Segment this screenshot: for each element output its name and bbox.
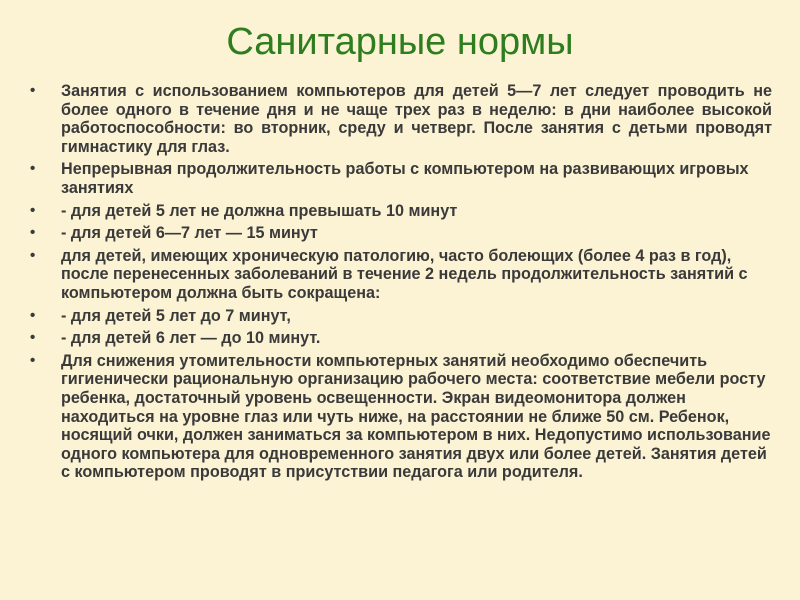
bullet-text: - для детей 5 лет не должна превышать 10 минут: [61, 201, 458, 220]
bullet-list: [30, 82, 772, 486]
bullet-item: [30, 224, 772, 243]
bullet-text: - для детей 6—7 лет — 15 минут: [61, 224, 318, 243]
bullet-marker: •: [30, 160, 36, 178]
bullet-text: - для детей 6 лет — до 10 минут.: [61, 329, 321, 348]
slide-title: Санитарные нормы: [226, 21, 574, 63]
bullet-marker: •: [30, 351, 36, 369]
bullet-marker: •: [30, 306, 36, 324]
bullet-item: [30, 307, 772, 326]
bullet-marker: •: [30, 201, 36, 219]
bullet-text: Непрерывная продолжительность работы с компьютером на развивающих игровых занятиях: [61, 160, 749, 197]
bullet-text: - для детей 5 лет до 7 минут,: [61, 306, 291, 325]
bullet-marker: •: [30, 224, 36, 242]
bullet-marker: •: [30, 329, 36, 347]
bullet-text: для детей, имеющих хроническую патологию, часто болеющих (более 4 раз в год), после перенесенных заболеваний в течение 2 недель продолжительность занятий с компьютером должна быть сокращена:: [61, 246, 748, 302]
bullet-marker: •: [30, 82, 36, 99]
bullet-text: Занятия с использованием компьютеров для детей 5—7 лет следует проводить не более одного в течение дня и не чаще трех раз в неделю: в дни наиболее высокой работоспособности: во вторник, среду и четверг. После занятия с детьми проводят гимнастику для глаз.: [61, 82, 772, 156]
bullet-marker: •: [30, 246, 36, 264]
bullet-item: [30, 160, 772, 197]
bullet-item: [30, 202, 772, 221]
bullet-item: [30, 82, 772, 156]
bullet-text: Для снижения утомительности компьютерных занятий необходимо обеспечить гигиенически рациональную организацию рабочего места: соответствие мебели росту ребенка, достаточный уровень освещенности. Экран видеомонитора должен находиться на уровне глаз или чуть ниже, на расстоянии не ближе 50 см. Ребенок, носящий очки, должен заниматься за компьютером в них. Недопустимо использование одного компьютера для одновременного занятия двух или более детей. Занятия детей с компьютером проводят в присутствии педагога или родителя.: [61, 351, 771, 482]
bullet-item: [30, 247, 772, 303]
bullet-item: [30, 352, 772, 482]
bullet-item: [30, 329, 772, 348]
